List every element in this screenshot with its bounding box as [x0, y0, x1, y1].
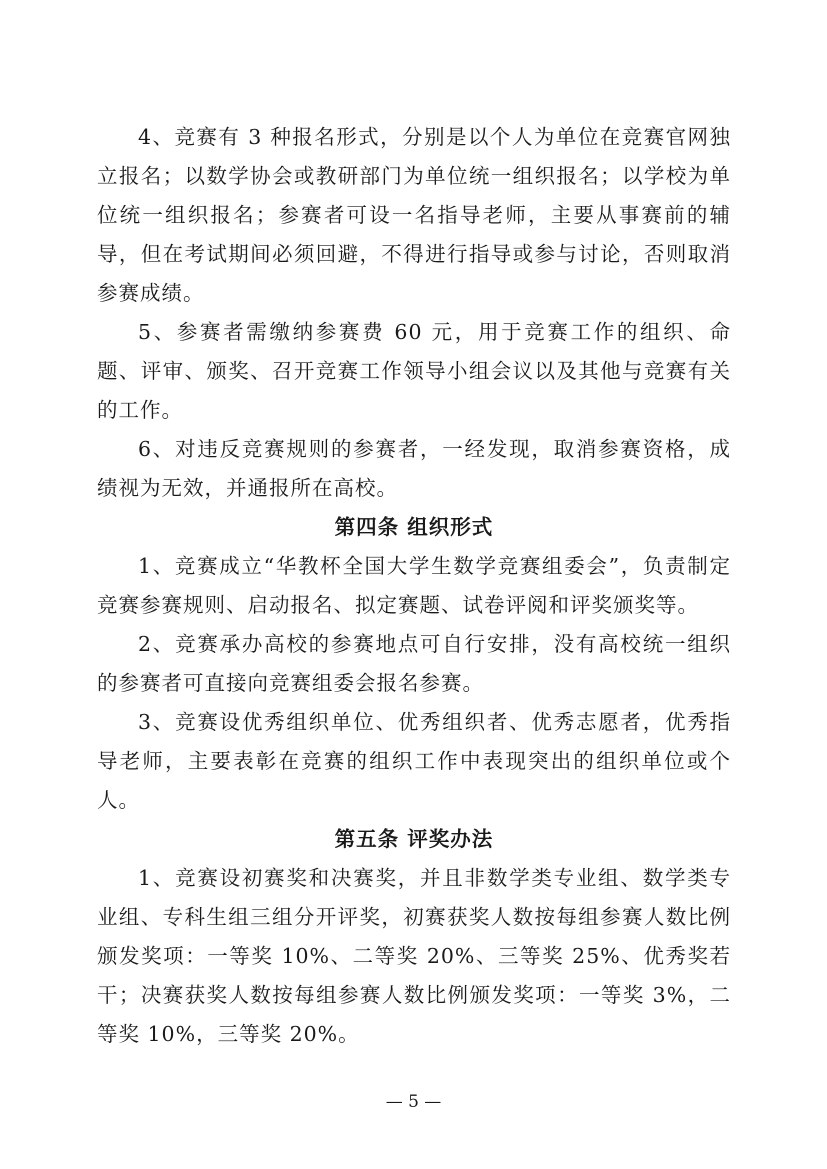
rule-item-5: 5、参赛者需缴纳参赛费 60 元，用于竞赛工作的组织、命题、评审、颁奖、召开竞赛工作领导小组会议以及其他与竞赛有关的工作。 — [97, 320, 731, 422]
award-item-1: 1、竞赛设初赛奖和决赛奖，并且非数学类专业组、数学类专业组、专科生组三组分开评奖，初赛获奖人数按每组参赛人数比例颁发奖项：一等奖 10%、二等奖 20%、三等奖 25%、优秀奖若干；决赛获奖人数按每组参赛人数比例颁发奖项：一等奖 3%，二等奖 10%，三等奖 20%。 — [97, 866, 731, 1046]
section-heading-article-4: 第四条 组织形式 — [334, 515, 494, 539]
page-number: — 5 — — [385, 1092, 442, 1112]
rule-item-6: 6、对违反竞赛规则的参赛者，一经发现，取消参赛资格，成绩视为无效，并通报所在高校。 — [97, 437, 731, 500]
rule-item-4: 4、竞赛有 3 种报名形式，分别是以个人为单位在竞赛官网独立报名；以数学协会或教研部门为单位统一组织报名；以学校为单位统一组织报名；参赛者可设一名指导老师，主要从事赛前的辅导，但在考试期间必须回避，不得进行指导或参与讨论，否则取消参赛成绩。 — [97, 125, 731, 305]
organization-item-1: 1、竞赛成立“华教杯全国大学生数学竞赛组委会”，负责制定竞赛参赛规则、启动报名、拟定赛题、试卷评阅和评奖颁奖等。 — [97, 554, 731, 617]
document-page — [97, 118, 731, 1054]
section-heading-article-5: 第五条 评奖办法 — [334, 827, 494, 851]
organization-item-3: 3、竞赛设优秀组织单位、优秀组织者、优秀志愿者，优秀指导老师，主要表彰在竞赛的组织工作中表现突出的组织单位或个人。 — [97, 710, 731, 812]
organization-item-2: 2、竞赛承办高校的参赛地点可自行安排，没有高校统一组织的参赛者可直接向竞赛组委会报名参赛。 — [97, 632, 731, 695]
